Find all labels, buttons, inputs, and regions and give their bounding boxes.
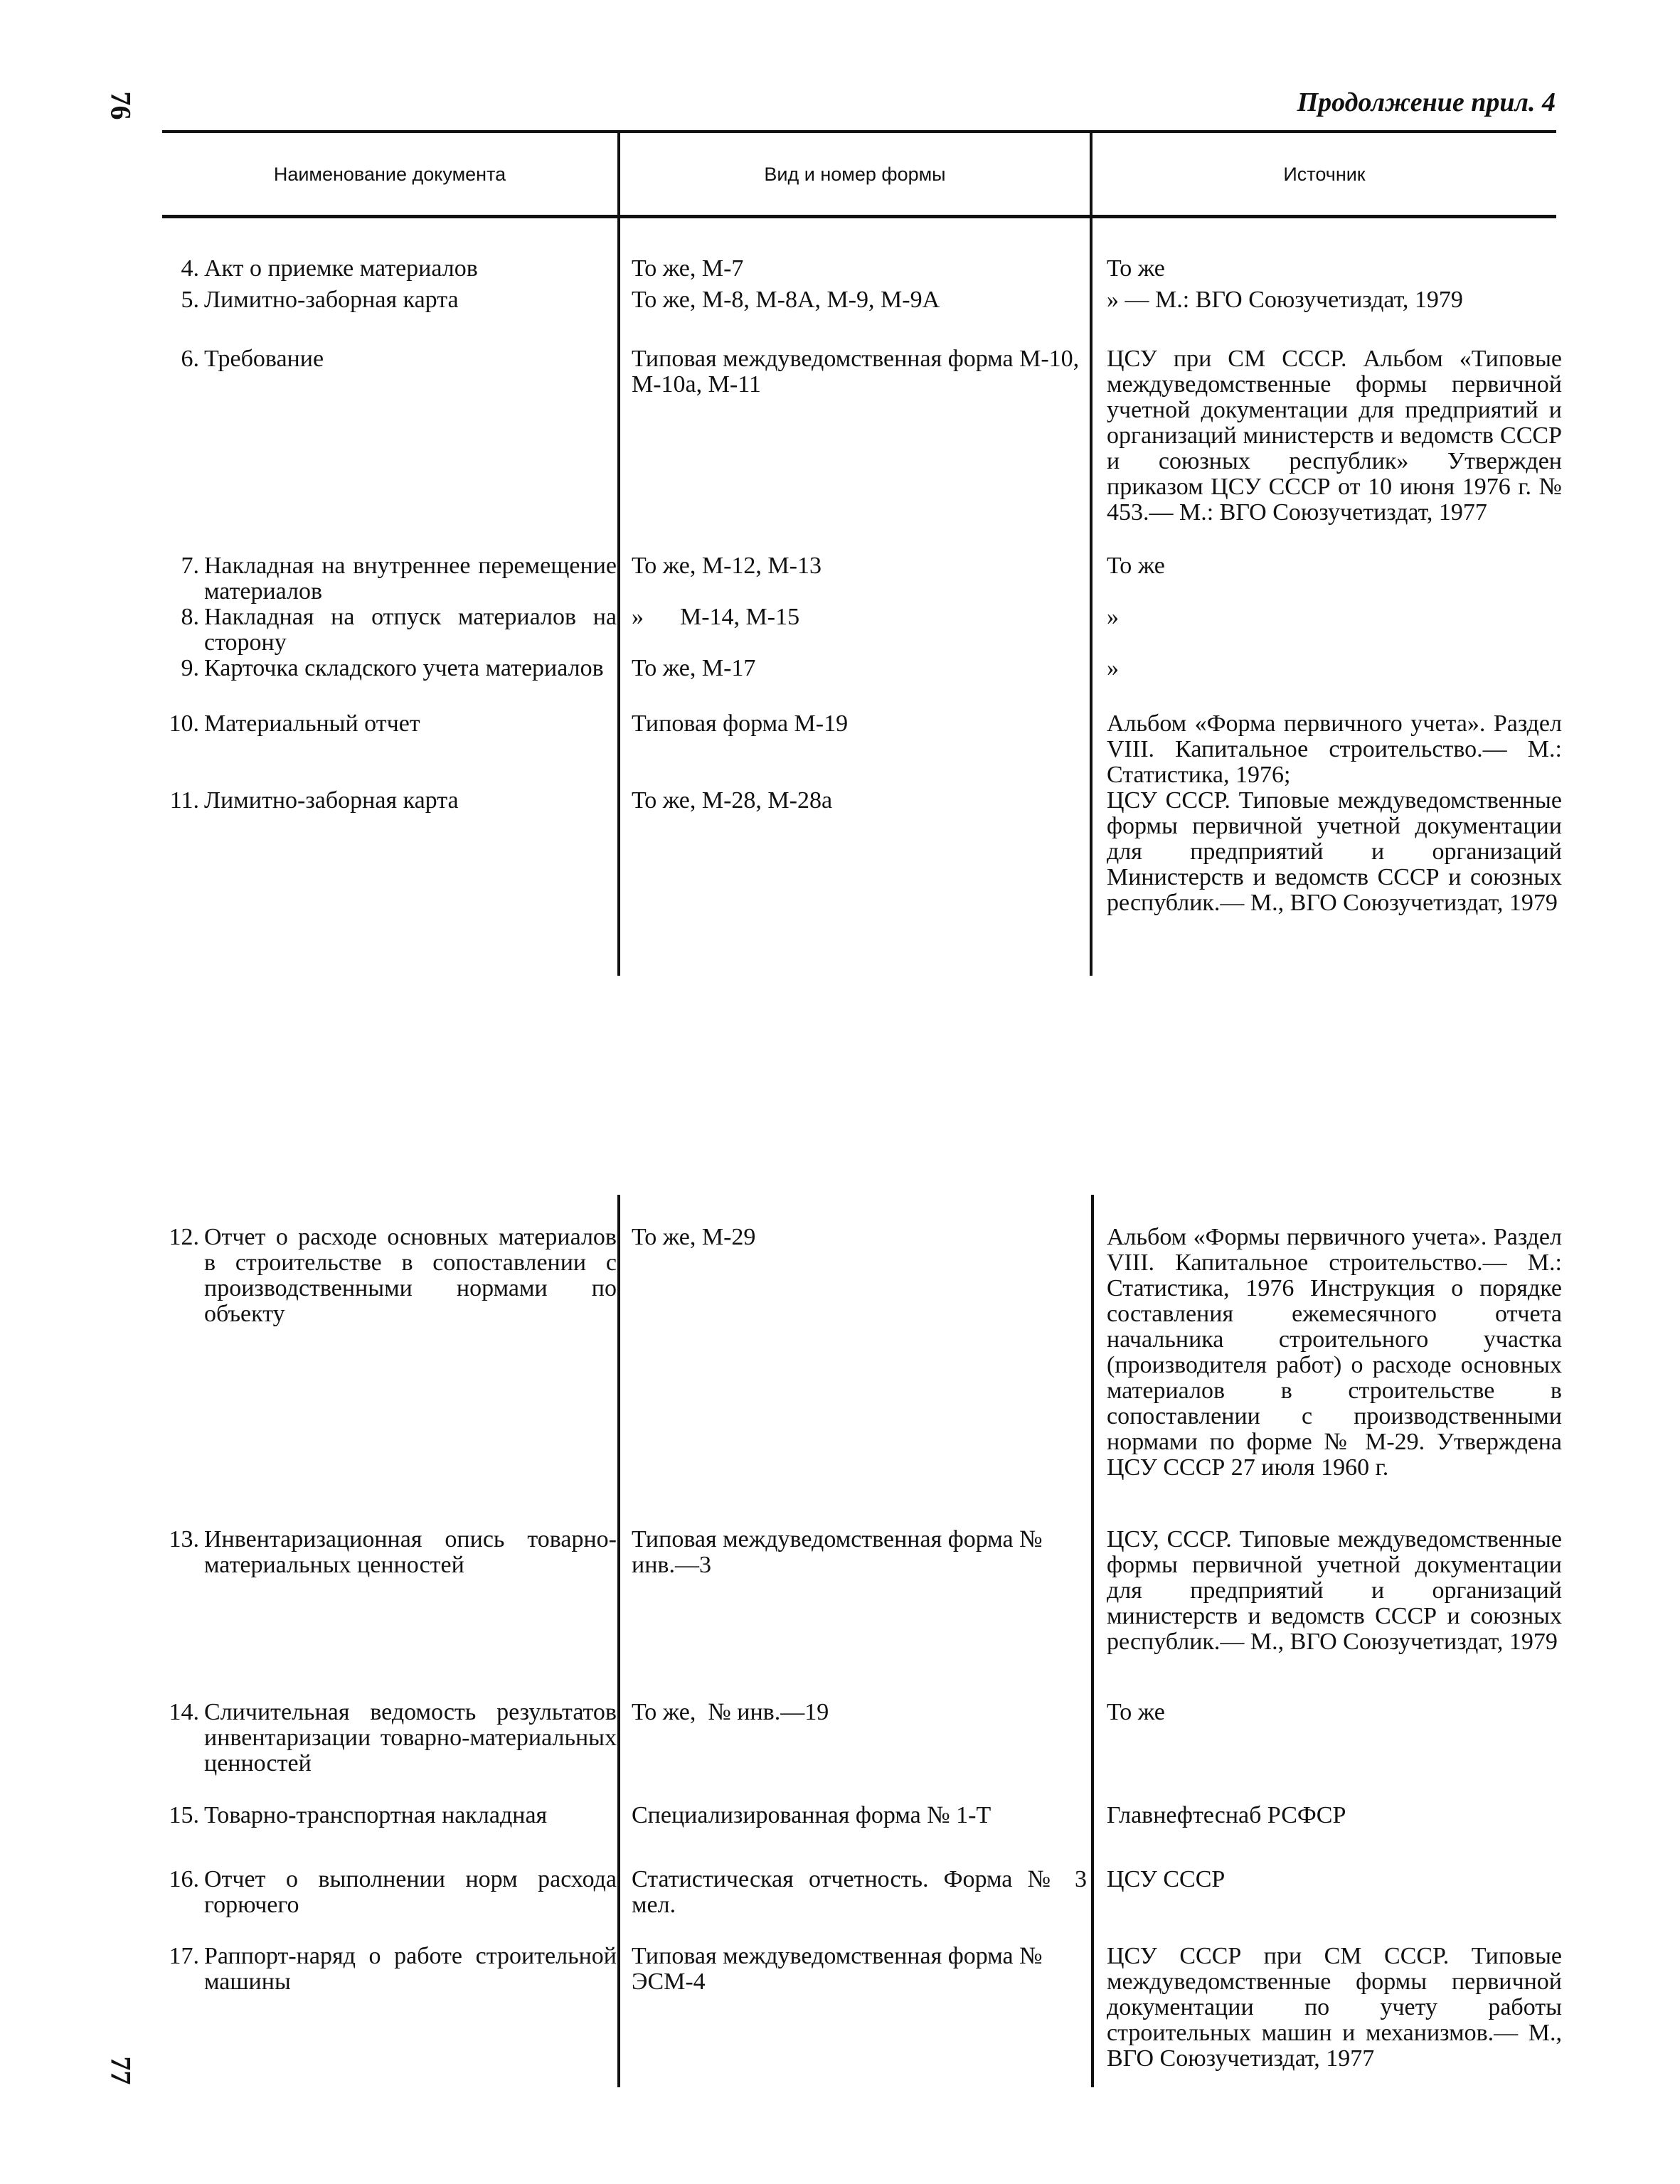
- source: То же: [1107, 553, 1165, 579]
- source: То же: [1107, 1699, 1165, 1725]
- page-number-top: 76: [105, 91, 137, 120]
- column-header-form: Вид и номер формы: [764, 164, 946, 185]
- row-number: 9.: [181, 655, 199, 681]
- document-name: Лимитно-заборная карта: [204, 287, 459, 313]
- form-number: То же, М-7: [632, 255, 744, 282]
- form-number: Типовая междуведомственная форма № ЭСМ-4: [632, 1943, 1043, 1995]
- document-name: Лимитно-заборная карта: [204, 787, 459, 814]
- row-number: 7.: [181, 553, 199, 579]
- source: »: [1107, 655, 1119, 681]
- source: Главнефтеснаб РСФСР: [1107, 1802, 1346, 1828]
- column-divider: [1090, 133, 1092, 976]
- document-name: Требование: [204, 346, 324, 372]
- row-number: 12.: [169, 1224, 199, 1250]
- source: ЦСУ при СМ СССР. Альбом «Типовые междуведомственные формы первичной учетной документации для предприятий и организаций министерств и ведомств СССР и союзных республик» Утвержден приказом ЦСУ СССР от 10 июня 1976 г. № 453.— М.: ВГО Союзучетиздат, 1977: [1107, 346, 1562, 526]
- page-number-bottom: 77: [105, 2056, 137, 2085]
- row-number: 8.: [181, 604, 199, 630]
- column-divider: [617, 1195, 620, 2087]
- row-number: 4.: [181, 255, 199, 282]
- document-name: Сличительная ведомость результатов инвентаризации товарно-материальных ценностей: [204, 1699, 617, 1777]
- form-number: Типовая междуведомственная форма № инв.—3: [632, 1526, 1043, 1578]
- row-number: 5.: [181, 287, 199, 313]
- source: ЦСУ, СССР. Типовые междуведомственные формы первичной учетной документации для предприятий и организаций министерств и ведомств СССР и союзных республик.— М., ВГО Союзучетиздат, 1979: [1107, 1526, 1562, 1655]
- document-name: Инвентаризационная опись товарно-материальных ценностей: [204, 1526, 617, 1578]
- form-number: То же, М-29: [632, 1224, 756, 1250]
- source: Альбом «Формы первичного учета». Раздел VIII. Капитальное строительство.— М.: Статистика, 1976 Инструкция о порядке составления ежемесячного отчета начальника строительного участка (производителя работ) о расходе основных материалов в строительстве в сопоставлении с производственными нормами по форме № М-29. Утверждена ЦСУ СССР 27 июля 1960 г.: [1107, 1224, 1562, 1481]
- source: »: [1107, 604, 1119, 630]
- table-top-rule: [162, 130, 1556, 133]
- source: Альбом «Форма первичного учета». Раздел VIII. Капитальное строительство.— М.: Статистика, 1976;: [1107, 710, 1562, 788]
- form-number: То же, № инв.—19: [632, 1699, 829, 1725]
- source: То же: [1107, 255, 1165, 282]
- document-name: Отчет о выполнении норм расхода горючего: [204, 1866, 617, 1918]
- document-name: Накладная на внутреннее перемещение материалов: [204, 553, 617, 604]
- form-number: То же, М-8, М-8А, М-9, М-9А: [632, 287, 940, 313]
- form-number: То же, М-12, М-13: [632, 553, 822, 579]
- form-number: Статистическая отчетность. Форма № 3 мел.: [632, 1866, 1087, 1918]
- document-name: Отчет о расходе основных материалов в строительстве в сопоставлении с производственными нормами по объекту: [204, 1224, 617, 1327]
- source: ЦСУ СССР. Типовые междуведомственные формы первичной учетной документации для предприятий и организаций Министерств и ведомств СССР и союзных республик.— М., ВГО Союзучетиздат, 1979: [1107, 787, 1562, 916]
- document-name: Акт о приемке материалов: [204, 255, 478, 282]
- document-name: Накладная на отпуск материалов на сторону: [204, 604, 617, 656]
- column-divider: [617, 133, 620, 976]
- row-number: 15.: [169, 1802, 199, 1828]
- table-header-rule: [162, 215, 1556, 218]
- document-name: Раппорт-наряд о работе строительной машины: [204, 1943, 617, 1995]
- form-number: » М-14, М-15: [632, 604, 800, 630]
- row-number: 10.: [169, 710, 199, 737]
- form-number: Специализированная форма № 1-Т: [632, 1802, 991, 1828]
- row-number: 6.: [181, 346, 199, 372]
- continuation-note: Продолжение прил. 4: [1297, 87, 1556, 117]
- form-number: Типовая форма М-19: [632, 710, 849, 737]
- form-number: То же, М-28, М-28а: [632, 787, 833, 814]
- source: » — М.: ВГО Союзучетиздат, 1979: [1107, 287, 1463, 313]
- document-name: Карточка складского учета материалов: [204, 655, 604, 681]
- row-number: 14.: [169, 1699, 199, 1725]
- column-divider: [1091, 1195, 1094, 2087]
- source: ЦСУ СССР при СМ СССР. Типовые междуведомственные формы первичной документации по учету работы строительных машин и механизмов.— М., ВГО Союзучетиздат, 1977: [1107, 1943, 1562, 2072]
- row-number: 17.: [169, 1943, 199, 1969]
- row-number: 11.: [169, 787, 199, 814]
- column-header-source: Источник: [1283, 164, 1366, 185]
- document-name: Материальный отчет: [204, 710, 420, 737]
- source: ЦСУ СССР: [1107, 1866, 1226, 1892]
- column-header-name: Наименование документа: [273, 164, 506, 185]
- form-number: То же, М-17: [632, 655, 756, 681]
- document-name: Товарно-транспортная накладная: [204, 1802, 548, 1828]
- form-number: Типовая междуведомственная форма М-10, М-10а, М-11: [632, 346, 1080, 398]
- row-number: 16.: [169, 1866, 199, 1892]
- row-number: 13.: [169, 1526, 199, 1552]
